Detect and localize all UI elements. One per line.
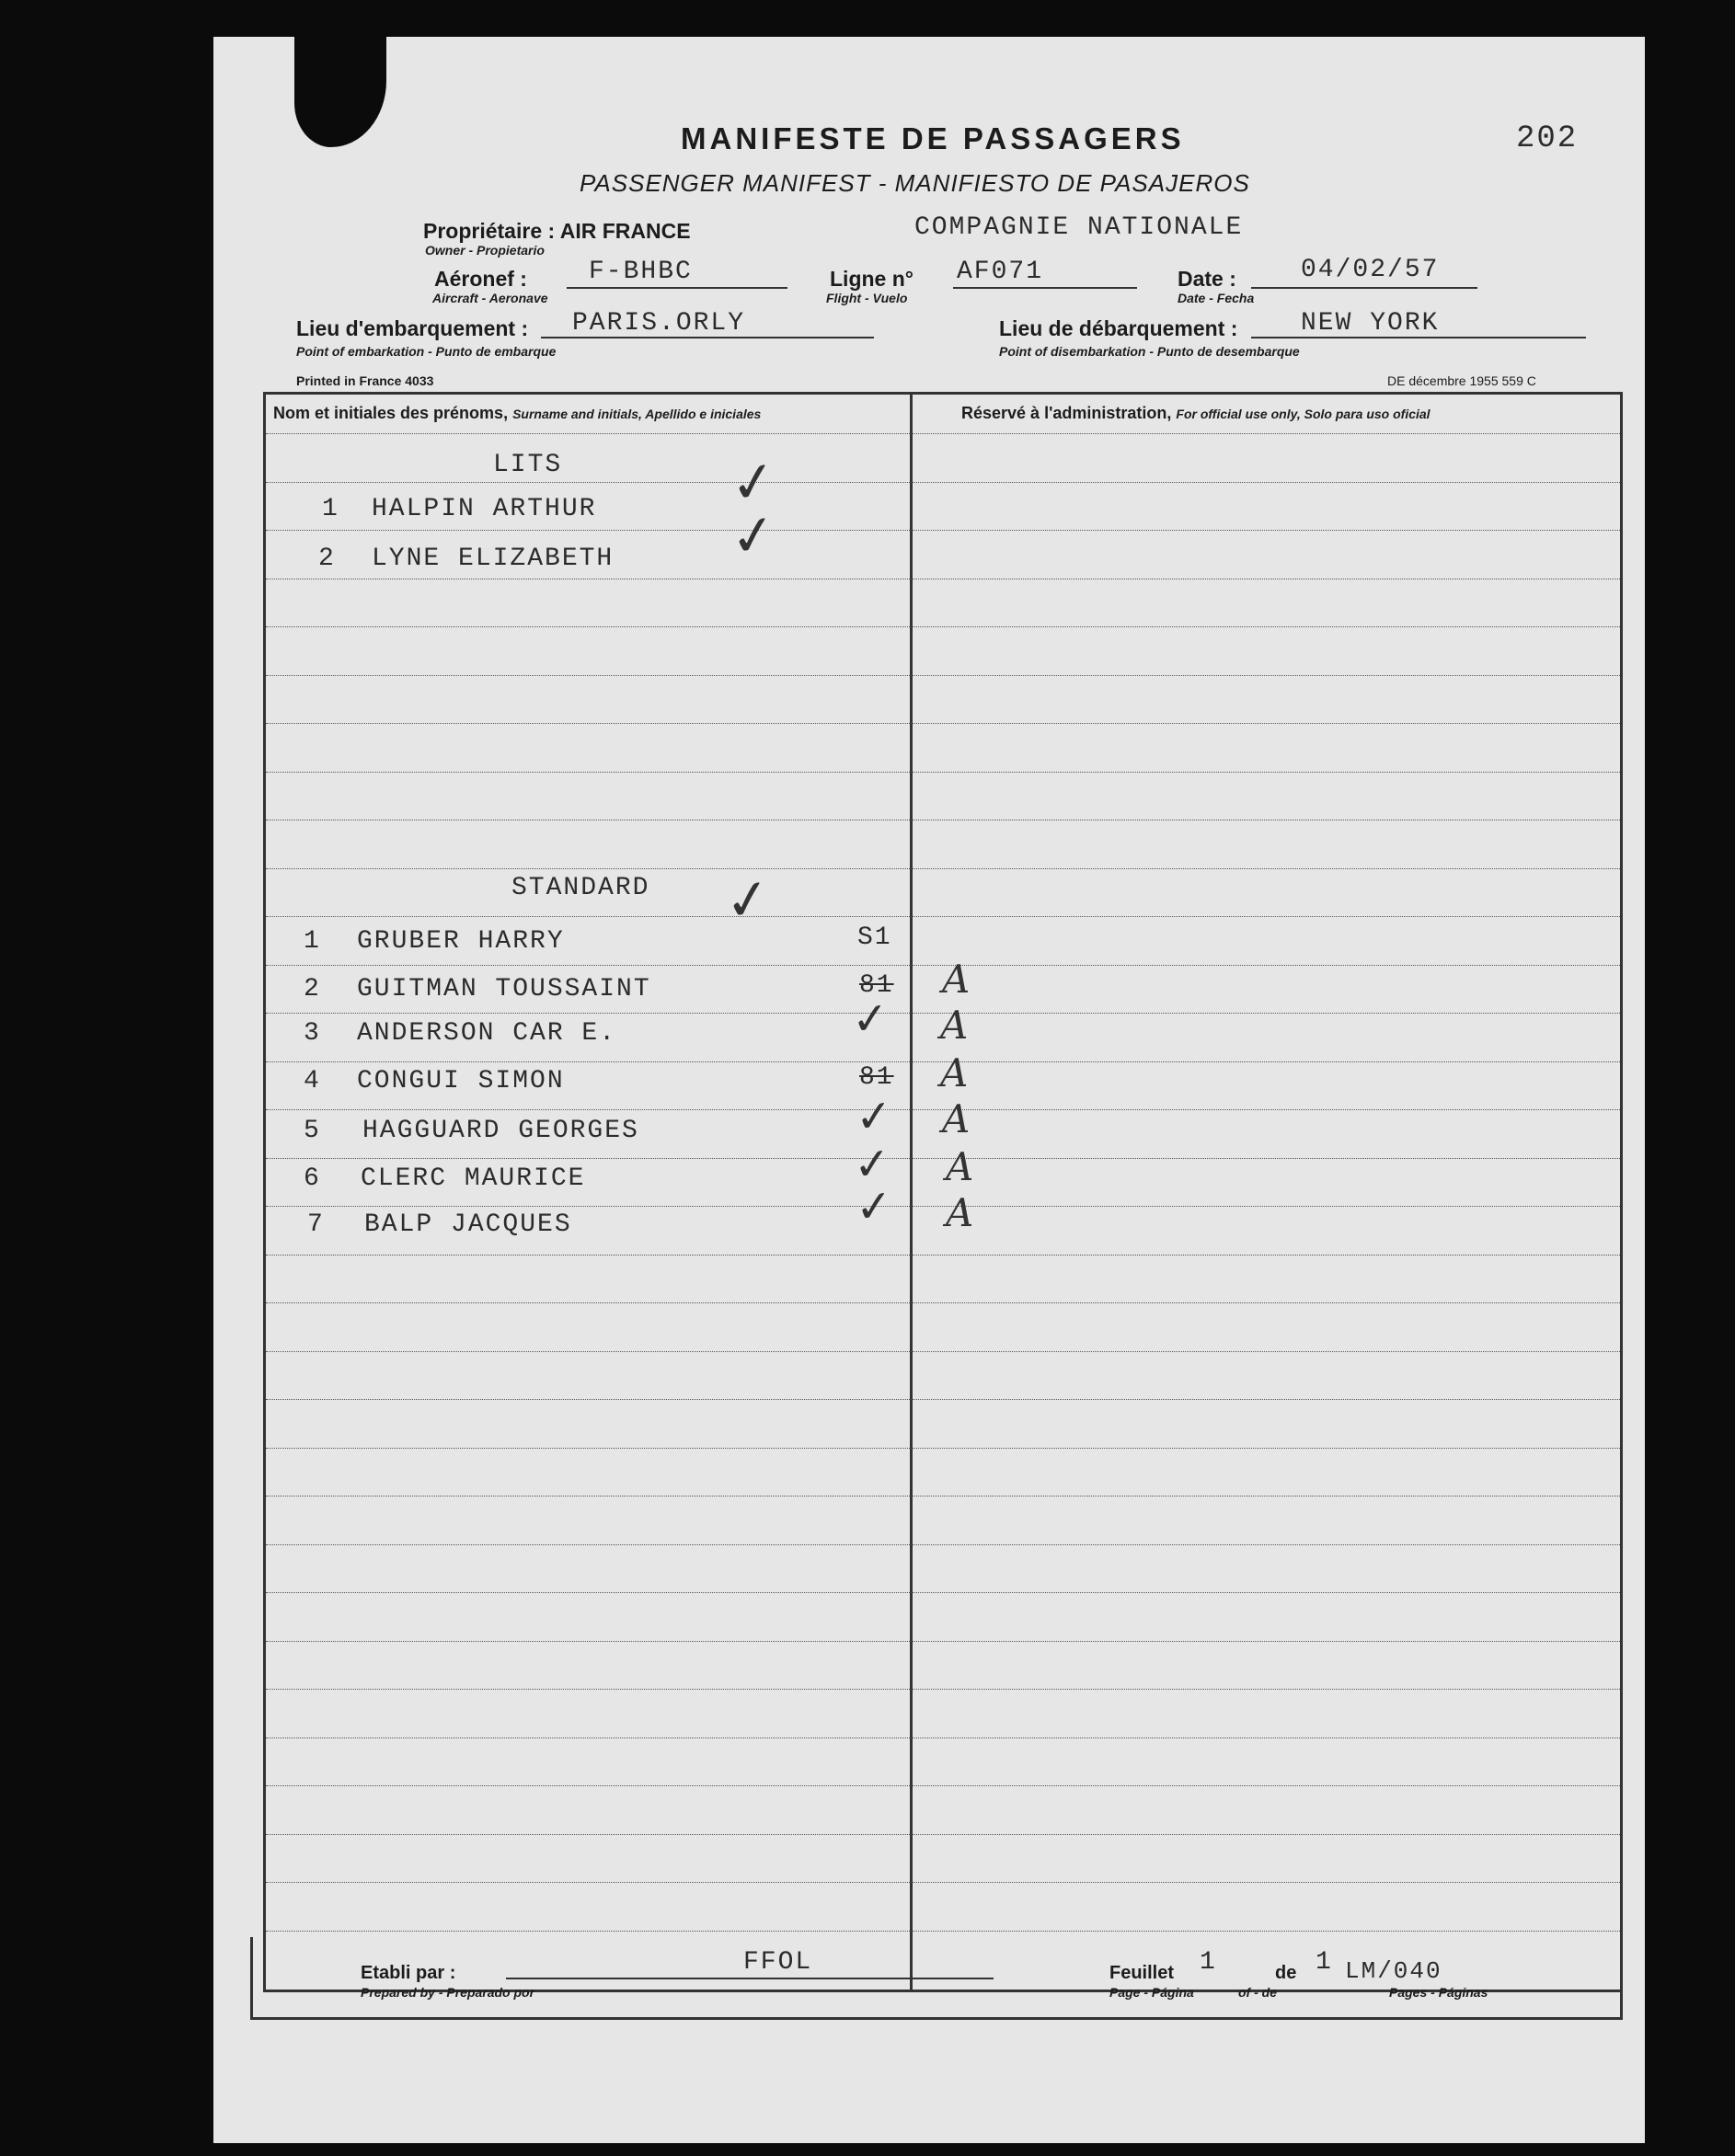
passenger-name: CONGUI SIMON [357,1067,565,1095]
aircraft-sub: Aircraft - Aeronave [432,291,548,305]
ruled-line [266,723,1620,724]
ruled-line [266,1737,1620,1738]
aircraft-value: F-BHBC [589,258,693,286]
ruled-line [266,433,1620,434]
of-sub: of - de [1238,1985,1277,2000]
embark-sub: Point of embarkation - Punto de embarque [296,344,557,359]
prepared-label: Etabli par : [361,1963,456,1983]
ruled-line [266,868,1620,869]
ruled-line [266,1158,1620,1159]
col1-header: Nom et initiales des prénoms, Surname and initials, Apellido e iniciales [273,404,762,422]
ruled-line [266,1689,1620,1690]
passenger-name: HAGGUARD GEORGES [362,1117,639,1145]
ruled-line [266,1255,1620,1256]
stamp-text: LM/040 [1345,1957,1442,1985]
section-heading-standard: STANDARD [511,874,650,902]
page-value: 1 [1200,1948,1217,1977]
ruled-line [266,1302,1620,1303]
section-heading-lits: LITS [493,451,563,479]
passenger-name: HALPIN ARTHUR [372,495,597,523]
passenger-name: CLERC MAURICE [361,1164,586,1193]
ruled-line [266,772,1620,773]
passenger-num: 7 [307,1210,325,1239]
flight-underline [953,287,1137,289]
form-code: DE décembre 1955 559 C [1387,373,1536,388]
passenger-code: 81 [859,971,894,1000]
disembark-value: NEW YORK [1301,309,1440,338]
check-mark-icon: ✓ [854,1179,895,1234]
ruled-line [266,626,1620,627]
passenger-num: 4 [304,1067,321,1095]
passenger-name: LYNE ELIZABETH [372,545,615,573]
admin-mark: A [940,1003,969,1048]
passenger-num: 5 [304,1117,321,1145]
disembark-sub: Point of disembarkation - Punto de desembarque [999,344,1300,359]
passenger-num: 1 [304,927,321,956]
page-sub: Page - Página [1109,1985,1194,2000]
ruled-line [266,1834,1620,1835]
embark-label: Lieu d'embarquement : [296,316,529,340]
passenger-name: BALP JACQUES [364,1210,572,1239]
page-title: MANIFESTE DE PASSAGERS [681,121,1185,155]
check-mark-icon: ✓ [720,865,776,936]
ruled-line [266,1206,1620,1207]
date-value: 04/02/57 [1301,256,1440,284]
ruled-line [266,1496,1620,1497]
flight-sub: Flight - Vuelo [826,291,908,305]
admin-mark: A [946,1190,974,1235]
owner-typed: COMPAGNIE NATIONALE [914,213,1244,242]
passenger-code: 81 [859,1063,894,1092]
passenger-num: 2 [304,975,321,1003]
check-mark-icon: ✓ [726,500,781,572]
of-value: 1 [1316,1948,1333,1977]
prepared-value: FFOL [743,1948,813,1977]
check-mark-icon: ✓ [726,447,781,519]
ruled-line [266,916,1620,917]
disembark-label: Lieu de débarquement : [999,316,1238,340]
owner-label: Propriétaire : AIR FRANCE [423,219,691,243]
passenger-num: 1 [322,495,339,523]
passenger-num: 2 [318,545,336,573]
admin-mark: A [942,1096,971,1141]
owner-value: AIR FRANCE [559,219,691,243]
ruled-line [266,1544,1620,1545]
passenger-name: GRUBER HARRY [357,927,565,956]
ruled-line [266,1931,1620,1932]
col2-header: Réservé à l'administration, For official use only, Solo para uso oficial [961,404,1431,422]
check-mark-icon: ✓ [854,1089,895,1144]
prepared-underline [506,1978,994,1979]
ruled-line [266,1448,1620,1449]
aircraft-label: Aéronef : [434,267,527,291]
passenger-name: ANDERSON CAR E. [357,1019,617,1048]
ruled-line [266,1351,1620,1352]
flight-label: Ligne n° [830,267,913,291]
passenger-num: 3 [304,1019,321,1048]
ruled-line [266,1592,1620,1593]
passenger-code: S1 [857,923,892,952]
page-number: 202 [1516,121,1579,156]
date-label: Date : [1178,267,1236,291]
embark-value: PARIS.ORLY [572,309,746,338]
check-mark-icon: ✓ [850,992,891,1047]
date-sub: Date - Fecha [1178,291,1255,305]
ruled-line [266,1785,1620,1786]
admin-mark: A [942,957,971,1002]
aircraft-underline [567,287,787,289]
pages-sub: Pages - Páginas [1389,1985,1488,2000]
ruled-line [266,1399,1620,1400]
printed-note: Printed in France 4033 [296,373,434,388]
flight-value: AF071 [957,258,1044,286]
check-mark-icon: ✓ [852,1137,893,1192]
prepared-sub: Prepared by - Preparado por [361,1985,535,2000]
ruled-line [266,530,1620,531]
disembark-underline [1251,337,1586,338]
date-underline [1251,287,1477,289]
admin-mark: A [946,1144,974,1189]
passenger-num: 6 [304,1164,321,1193]
passenger-name: GUITMAN TOUSSAINT [357,975,651,1003]
embark-underline [541,337,874,338]
ruled-line [266,1641,1620,1642]
page-label: Feuillet [1109,1963,1175,1983]
ruled-line [266,482,1620,483]
ruled-line [266,1882,1620,1883]
column-divider [910,395,913,1990]
of-label: de [1275,1963,1297,1983]
admin-mark: A [940,1050,969,1095]
owner-sub: Owner - Propietario [425,243,545,258]
ruled-line [266,675,1620,676]
page-subtitle: PASSENGER MANIFEST - MANIFIESTO DE PASAJEROS [580,169,1250,197]
